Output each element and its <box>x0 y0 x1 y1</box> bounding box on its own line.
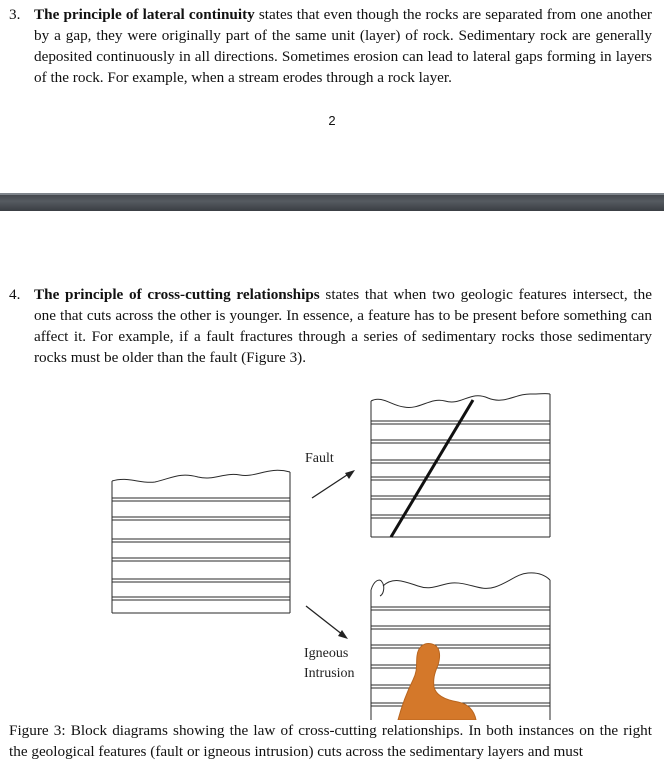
figure-caption: Figure 3: Block diagrams showing the law of cross-cutting relationships. In both instances on the right the geological features (fault or igneous intrusion) cuts across the sedimentary layers and must <box>9 722 652 760</box>
principle-term: The principle of lateral continuity <box>34 6 255 23</box>
block-fault <box>371 394 550 537</box>
block-igneous-intrusion <box>371 573 550 720</box>
block-original-layers <box>112 470 290 613</box>
principle-text: states that when two geologic features intersect, the one that cuts across the other is younger. In essence, a feature has to be present before something can affect it. For example, if a fault fractures through a series of sedimentary rocks those sedimentary rocks must be older than the fault (Figure 3). <box>34 286 652 366</box>
arrow-to-intrusion <box>306 606 348 639</box>
principle-text: states that even though the rocks are separated from one another by a gap, they were originally part of the same unit (layer) of rock. Sedimentary rock are generally deposited continuously in all directions. Sometimes erosion can lead to lateral gaps forming in layers of the rock. For example, when a stream erodes through a rock layer. <box>34 6 652 86</box>
page-separator <box>0 193 664 211</box>
figure-3-block-diagrams <box>0 380 664 720</box>
list-number: 4. <box>9 286 21 303</box>
list-number: 3. <box>9 6 21 23</box>
paragraph-cross-cutting <box>9 284 652 368</box>
label-fault: Fault <box>305 451 334 466</box>
principle-term: The principle of cross-cutting relationships <box>34 286 320 303</box>
igneous-intrusion-shape <box>398 644 476 721</box>
page-number: 2 <box>328 113 336 128</box>
label-igneous: Igneous <box>304 646 349 661</box>
label-intrusion: Intrusion <box>304 666 355 681</box>
arrow-to-fault <box>312 470 355 498</box>
paragraph-lateral-continuity <box>9 4 652 88</box>
